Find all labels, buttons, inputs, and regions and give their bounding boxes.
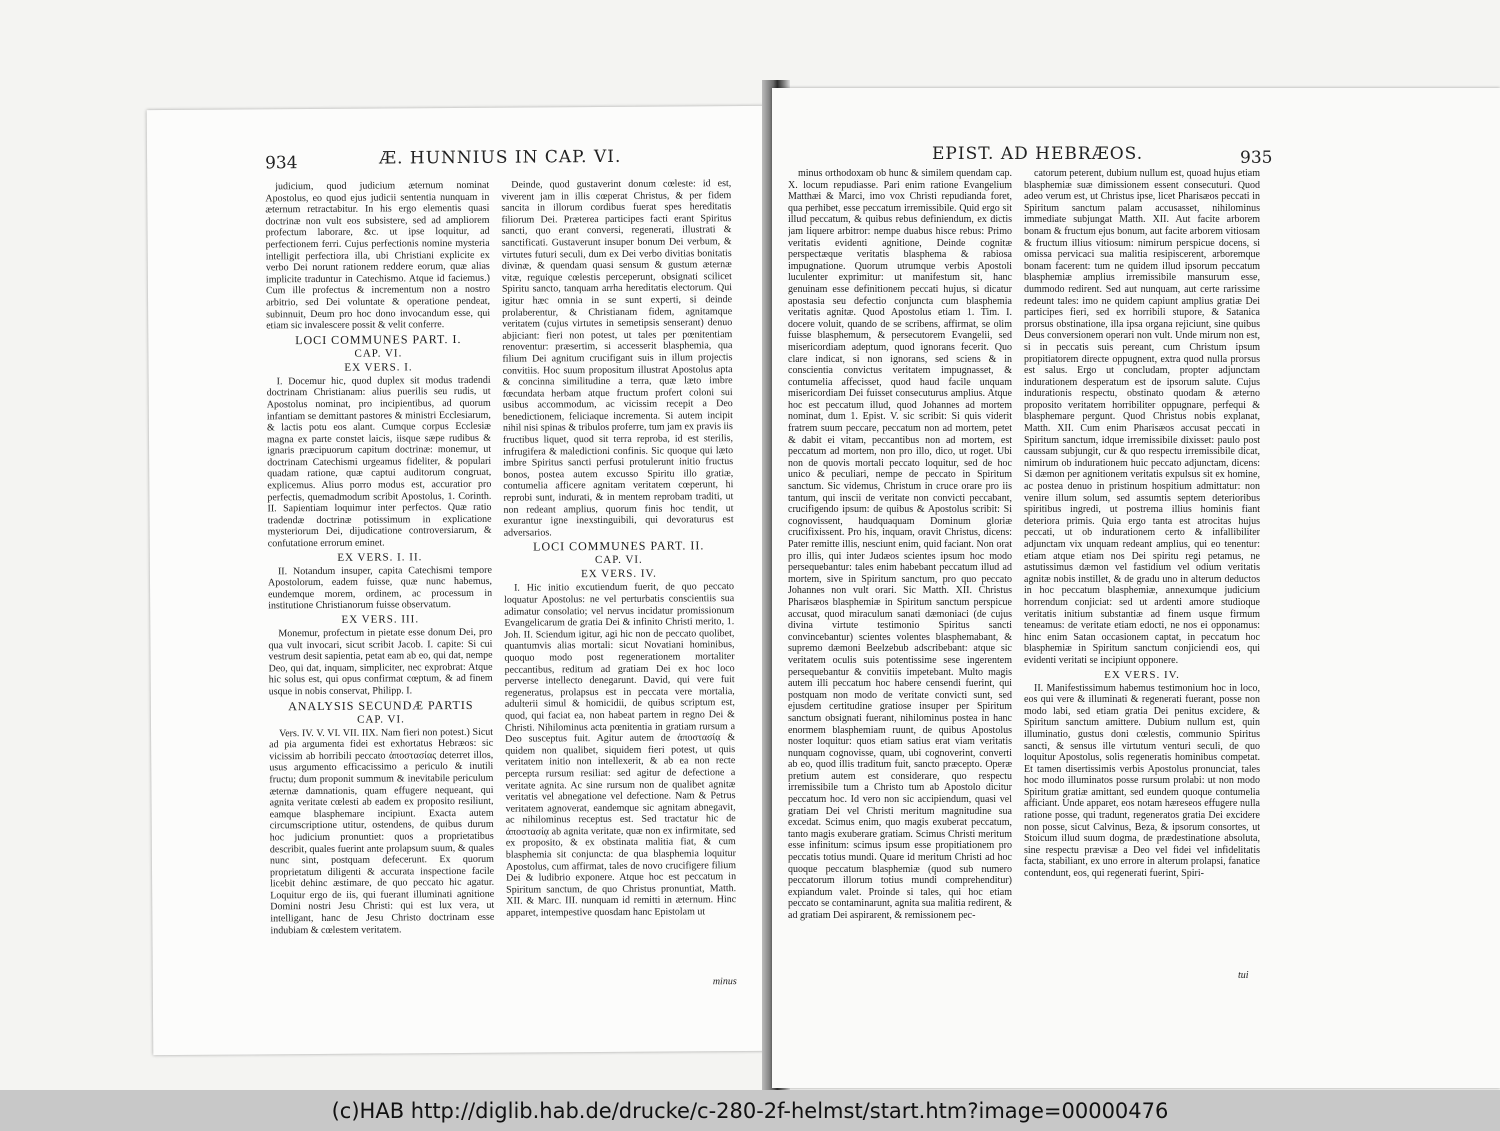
running-head: EPIST. AD HEBRÆOS. [932,144,1144,164]
page-number: 934 [265,153,298,174]
section-subheading: CAP. VI. [594,554,643,567]
section-subheading: EX VERS. III. [341,613,420,626]
paragraph: II. Manifestissimum habemus testimonium hoc in loco, eos qui vere & illuminati & regenerati fuerant, posse non modo labi, sed etiam gratia Dei penitus excidere, & Spiritum sanctum amittere. Dubium nullum est, quin illuminatio, gustus doni cœlestis, communio Spiritus sancti, & sensus ille virtutum venturi seculi, de quo loquitur Apostolus, solis regeneratis hominibus competat. Et tamen disertissimis verbis Apostolus pronunciat, tales hoc modo illuminatos posse rursum prolabi: ut non modo Spiritum gratiæ amittant, sed eundem quoque contumelia afficiant. Unde apparet, eos notam hæreseos effugere nulla ratione posse, qui tradunt, regeneratos gratia Dei excidere non posse, sicut Calvinus, Beza, & ipsorum consortes, ut Stoicum illud suum dogma, de prædestinatione absoluta, sine respectu prævisæ a Deo vel fidei vel infidelitatis facta, stabiliant, ex uno errore in alterum prolapsi, fanatice contendunt, eos, qui regenerati fuerint, Spiri- [1024,682,1260,880]
section-heading: ANALYSIS SECUNDÆ PARTIS [288,697,474,713]
running-head: Æ. HUNNIUS IN CAP. VI. [378,146,622,169]
credit-text: (c)HAB http://diglib.hab.de/drucke/c-280-2f-helmst/start.htm?image=00000476 [331,1098,1169,1123]
section-subheading: EX VERS. I. II. [337,550,423,564]
section-subheading: EX VERS. IV. [1104,668,1180,681]
catchword: tui [1238,970,1249,981]
image-credit-bar [0,1090,1500,1131]
paragraph: Deinde, quod gustaverint donum cœleste: id est, viverent jam in illis cœperat Christus, & per fidem sancita in illorum cordibus fuerat spes hereditatis filiorum Dei. Præterea participes facti erant Spiritus sancti, quo erant conversi, regenerati, illustrati & sanctificati. Gustaverunt insuper bonum Dei verbum, & virtutes futuri seculi, dum ex Dei verbo divitias bonitatis divinæ, & quendam quasi sensum & gustum æternæ vitæ, reguique cœlestis perceperunt, obsignati scilicet Spiritu sancto, tanquam arrha hereditatis electorum. Qui igitur hæc omnia in se sunt experti, si deinde prolaberentur, & Christianam fidem, agnitamque veritatem (cujus virtutes in semetipsis senserant) denuo abjiciant: fieri non potest, ut tales per pœnitentiam renoventur: præsertim, si accesserit blasphemia, qua filium Dei agnitum crucifigant suis in illum projectis convitiis. Hoc suum propositum illustrat Apostolus apta & concinna similitudine a terra, quæ læto imbre fœcundata herbam atque fructum profert coloni sui usibus accommodum, ac vicissim recepit a Deo benedictionem, feliciaque incrementa. Si autem incipit nihil nisi spinas & tribulos proferre, tum jam ex pravis iis fructibus liquet, quod sit terra reproba, id est sterilis, infrugifera & maledictioni confinis. Sic quoque qui læto imbre Spiritus sancti perfusi protulerunt initio fructus bonos, postea autem excusso Spiritu illo gratiæ, contumelia afficere agnitam veritatem cœperunt, hi reprobi sunt, indurati, & in mentem reprobam traditi, ut non redeant amplius, quorum finis hoc tendit, ut exurantur igne inexstinguibili, qui devoraturus est adversarios. [501,178,734,539]
left-page-column-1 [265,180,495,982]
right-page-column-2 [1024,168,1260,968]
catchword: minus [712,976,737,988]
left-page-column-2 [501,178,737,980]
section-subheading: CAP. VI. [354,347,403,360]
right-page-column-1 [788,168,1012,978]
section-heading: LOCI COMMUNES PART. I. [295,331,462,347]
paragraph: judicium, quod judicium æternum nominat Apostolus, eo quod ejus judicii sententia nunquam in æternum retractabitur. In his ergo elementis quasi doctrinæ non vult eos subsistere, sed ad ampliorem profectum laborare, &c. ut ipse loquitur, ad perfectionem ferri. Cujus perfectionis nomine mysteria intelligit perfectiora illa, ubi Christiani explicite ex verbo Dei norunt rationem reddere eorum, quæ alias implicite traduntur in Catechismo. Atque id faciemus.) Cum ille profectus & incrementum non a nostro arbitrio, sed Dei voluntate & operatione pendeat, subinnuit, Deum pro hoc dono invocandum esse, qui etiam sic invalescere possit & velit conferre. [265,179,491,332]
paragraph: I. Hic initio excutiendum fuerit, de quo peccato loquatur Apostolus: ne vel perturbatis conscientiis sua adimatur consolatio; vel nervus incidatur promissionum Evangelicarum de gratia Dei & infinito Christi merito, 1. Joh. II. Sciendum igitur, agi hic non de peccato quolibet, quantumvis alias mortali: sicut Novatiani hominibus, quoquo modo post regenerationem mortaliter peccantibus, reditum ad gratiam Dei ex hoc loco perverse intellecto denegarunt. David, qui vere fuit regeneratus, prolapsus est in peccata vere mortalia, adulterii simul & homicidii, de quibus scriptum est, quod, qui faciat ea, non habeat partem in regno Dei & Christi. Nihilominus acta pœnitentia in gratiam rursum a Deo susceptus fuit. Agitur autem de ἀποστασίᾳ & quidem non qualibet, siquidem fieri potest, ut quis veritatem initio non intellexerit, & ab ea non recte percepta rursum resiliat: sed agitur de defectione a veritate agnita. Ac sine rursum non de qualibet agnitæ veritatis vel abnegatione vel defectione. Nam & Petrus veritatem agnoverat, eandemque sic agnitam abnegavit, ac nihilominus receptus est. Sed tractatur hic de ἀποστασίᾳ ab agnita veritate, quæ non ex infirmitate, sed ex proposito, & ex obstinata malitia fiat, & cum blasphemia sit conjuncta: de qua blasphemia loquitur Apostolus, cum affirmat, tales de novo crucifigere filium Dei & ludibrio exponere. Atque hoc est peccatum in Spiritum sanctum, de quo Christus pronuntiat, Matth. XII. & Marc. III. nunquam id remitti in æternum. Hinc apparet, intempestive quosdam hanc Epistolam ut [504,581,737,919]
paragraph: catorum peterent, dubium nullum est, quoad hujus etiam blasphemiæ suæ dimissionem essent consecuturi. Quod adeo verum est, ut Christus ipse, licet Pharisæos peccati in Spiritum sanctum palam accusasset, nihilominus immediate subjungat Matth. XII. Aut facite arborem bonam & fructum ejus bonum, aut facite arborem vitiosam & fructum illius vitiosum: nimirum perspicue docens, si omissa pervicaci sua malitia resipiscerent, arboremque bonam facerent: tum ne quidem illud ipsorum peccatum blasphemiæ amplius irremissibile mansurum esse, dummodo redirent. Sed aut nunquam, aut certe rarissime redeunt tales: imo ne quidem capiunt amplius gratiæ Dei participes fieri, sed ex horribili stupore, & Satanica prorsus obstinatione, illa ipsa organa rejiciunt, sine quibus Deus conversionem operari non vult. Unde mirum non est, si in peccatis suis pereant, cum Christum ipsum propitiatorem directe oppugnent, extra quod nulla prorsus est salus. Ergo ut concludam, propter adjunctam indurationem desperatum est de ipsorum salute. Cujus indurationis respectu, obstinato quodam & æterno proposito veritatem horribiliter oppugnare, perfequi & blasphemare pergunt. Quod Christus nobis explanat, Matth. XII. Cum enim Pharisæos accusat peccati in Spiritum sanctum, idque irremissibile dixisset: paulo post caussam subjungit, cur & quo respectu irremissibile dicat, nimirum ob indurationem huic peccato adjunctam, dicens: Si dæmon per agnitionem veritatis expulsus sit ex homine, ac postea denuo in pristinum hospitium admittatur: non venire illum solum, sed assumtis septem deterioribus spiritibus ingredi, ut postrema illius hominis fiant deteriora primis. Quia ergo tanta est atrocitas hujus peccati, ut ob indurationem certo & infallibiliter adjunctam vix unquam redeant amplius, qui eo tenentur: etiam atque etiam nos Dei spiritu regi petamus, ne astutissimus dæmon vel fastidium vel odium veritatis agnitæ nobis instillet, & de gradu uno in alterum deductos in hoc peccatum blasphemiæ, annexumque judicium horrendum conjiciat: sed ut ardenti amore studioque veritatis initium substantiæ ad finem usque firmum teneamus: de veritate etiam edocti, ne nos ei opponamus: hinc enim Satan occasionem captat, in peccatum hoc blasphemiæ in Spiritum sanctum conjiciendi eos, qui evidenti veritati se incipiunt opponere. [1024,168,1260,666]
paragraph: Vers. IV. V. VI. VII. IIX. Nam fieri non potest.) Sicut ad pia argumenta fidei est exhortatus Hebræos: sic vicissim ab horribili peccato ἀποστασίας deterret illos, usus argumento efficacissimo a periculo & inutili fructu; dum proponit summum & inevitabile periculum æternæ damnationis, quam effugere nequeant, qui agnita veritate cœlesti ab eadem ex proposito resiliunt, eamque blasphemare incipiunt. Exacta autem circumscriptione utitur, ostendens, de quibus durum hoc judicium pronuntiet: quos a proprietatibus describit, quales fuerint ante prolapsum suum, & quales nunc sint, postquam defecerunt. Ex quorum proprietatum diligenti & accurata inspectione facile licebit dehinc æstimare, de quo peccato hic agatur. Loquitur ergo de iis, qui fuerant illuminati agnitione Domini nostri Jesu Christi: qui est lux vera, ut intelligant, hanc de Jesu Christo doctrinam esse indubiam & cœlestem veritatem. [269,726,495,936]
section-subheading: EX VERS. I. [344,361,413,374]
section-heading: LOCI COMMUNES PART. II. [533,538,705,554]
section-subheading: CAP. VI. [357,712,405,726]
section-subheading: EX VERS. IV. [581,568,657,581]
right-page [772,88,1500,1088]
paragraph: II. Notandum insuper, capita Catechismi tempore Apostolorum, eadem fuisse, quæ nunc habemus, eundemque morem, ordinem, ac processum in institutione Christianorum fuisse observatum. [267,564,493,612]
page-number: 935 [1240,148,1273,168]
paragraph: I. Docemur hic, quod duplex sit modus tradendi doctrinam Christianam: alius puerilis seu rudis, ut Apostolus nominat, pro incipientibus, ad quorum infantiam se demittant pastores & ministri Ecclesiarum, & lactis potu eos alant. Cumque corpus Ecclesiæ magna ex parte constet laicis, iisque sæpe rudibus & ignaris præcipuorum capitum doctrinæ: monemur, ut doctrinam Catechismi urgeamus fideliter, & populari quadam ratione, quæ captui auditorum congruat, explicemus. Alius porro modus est, accuratior pro perfectis, quemadmodum scribit Apostolus, 1. Corinth. II. Sapientiam loquimur inter perfectos. Quæ ratio tradendæ doctrinæ potissimum in explicatione mysteriorum Dei, dijudicatione controversiarum, & confutatione errorum eminet. [266,374,492,550]
left-page [147,106,774,1055]
paragraph: minus orthodoxam ob hunc & similem quendam cap. X. locum repudiasse. Pari enim ratione Evangelium Matthæi & Marci, imo vox Christi repudianda foret, qua perhibet, esse peccatum irremissibile. Quid ergo sit illud peccatum, & quibus rebus definiendum, ex dictis jam liquere arbitror: nempe duabus hisce rebus: Primo veritatis evidenti agnitione, Deinde cognitæ perspectæque veritatis blasphema & rabiosa impugnatione. Quorum utrumque verbis Apostoli luculenter exprimitur: ut manifestum sit, hanc genuinam esse definitionem peccati hujus, si dicatur apostasia seu defectio conjuncta cum blasphemia veritatis agnitæ. Quod Apostolus etiam 1. Tim. I. docere voluit, quando de se scribens, affirmat, se olim fuisse blasphemum, & persecutorem Evangelii, sed misericordiam adeptum, quod ignorans fecerit. Quo clare indicat, si non ignorans, sed sciens & in conscientia convictus veritatem impugnasset, & contumelia affecisset, quod haud facile unquam misericordiam Dei fuisset consecuturus amplius. Atque hoc est peccatum illud, quod Johannes ad mortem nominat, dum 1. Epist. V. sic scribit: Si quis viderit fratrem suum peccare, peccatum non ad mortem, petet & dabit ei vitam, peccantibus non ad mortem, est peccatum ad mortem, non pro illo, dico, ut roget. Ubi non de quovis mortali peccato loquitur, sed de hoc unico & peculiari, nempe de peccato in Spiritum sanctum. Sic videmus, Christum in cruce orare pro iis tantum, qui inscii de veritate non convicti peccabant, crucifigendo ipsum: de quibus & Apostolus scribit: Si cognovissent, haudquaquam Dominum gloriæ crucifixissent. Pro his, inquam, oravit Christus, dicens: Pater remitte illis, nesciunt enim, quid faciant. Non orat pro illis, qui inter Judæos scientes ipsum hoc modo persequebantur: tales enim habebant peccatum illud ad mortem, sive in Spiritum sanctum, pro quo peccato Johannes non vult orari. Sic Matth. XII. Christus Pharisæos blasphemiæ in Spiritum sanctum perspicue accusat, quod miraculum sanati dæmoniaci (de cujus divina virtute testimonio Spiritus sancti convincebantur) scientes volentes blasphemabant, & supremo dæmoni Beelzebub adscribebant: atque sic veritatem oculis suis potentissime sese ingerentem persequebantur & convitiis impetebant. Multo magis autem illi peccatum hoc habere censendi fuerint, qui postquam non modo de veritate convicti sunt, sed ejusdem certitudine gratiose insuper per Spiritum sanctum obsignati fuerant, nihilominus postea in hanc enormem blasphemiam ruunt, de quibus Apostolus noster loquitur: quos etiam satius erat viam veritatis nunquam cognovisse, quam, ubi cognoverint, converti ab eo, quod illis traditum fuit, sancto præcepto. Operæ pretium autem est considerare, quo respectu irremissibile tum a Christo tum ab Apostolo dicitur peccatum hoc. Id vero non sic accipiendum, quasi vel gratiam Dei vel Christi meritum magnitudine sua excedat. Scimus enim, quo magis exuberat peccatum, tanto magis exuberare gratiam. Scimus Christi meritum esse infinitum: scimus ipsum esse propitiationem pro peccatis totius mundi. Quare id meritum Christi ad hoc quoque peccatum blasphemiæ (quod sub numero peccatorum illorum totius mundi comprehenditur) expiandum valet. Proinde si tales, qui hoc etiam peccato se contaminarunt, agnita sua malitia redirent, & ad gratiam Dei aspirarent, & remissionem pec- [788,168,1012,921]
paragraph: Monemur, profectum in pietate esse donum Dei, pro qua vult invocari, sicut scribit Jacob. I. capite: Si cui vestrum desit sapientia, petat eam ab eo, qui dat, nempe Deo, qui dat, inquam, simpliciter, nec exprobrat: Atque hic solus est, qui opus confirmat cœptum, & ad finem usque in nobis conservat, Philipp. I. [268,626,493,698]
